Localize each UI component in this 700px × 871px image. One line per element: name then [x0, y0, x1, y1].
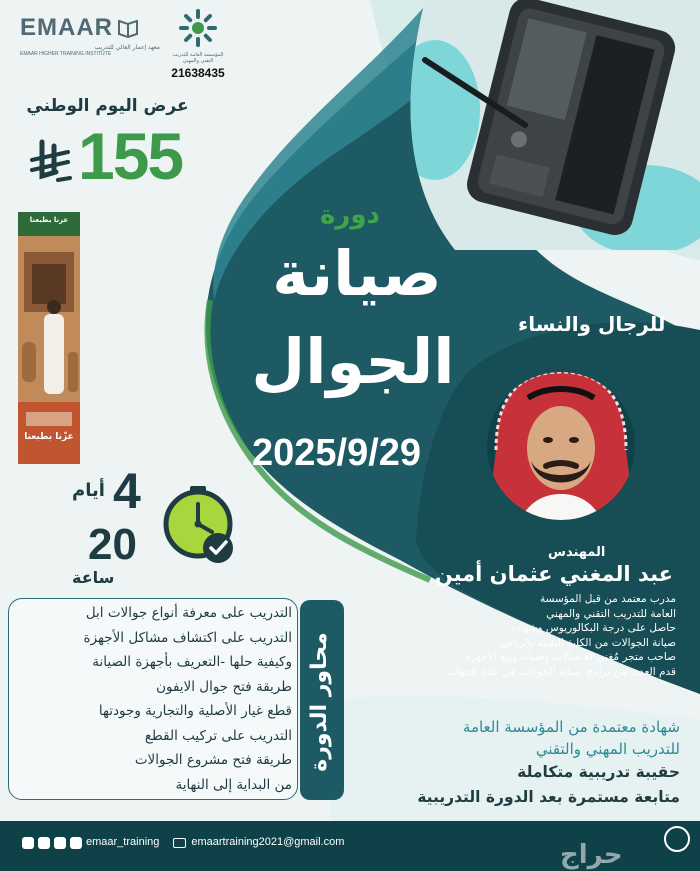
outline-list — [16, 601, 292, 797]
emaar-logo — [20, 14, 160, 64]
national-day-poster — [18, 212, 80, 464]
instagram-icon[interactable] — [22, 837, 34, 849]
book-icon — [117, 18, 139, 38]
poster-bottom-text: عزّنا بطبعنا — [24, 432, 74, 442]
tiktok-icon[interactable] — [38, 837, 50, 849]
outline-item: وكيفية حلها -التعريف بأجهزة الصيانة — [92, 654, 292, 670]
poster-top-text: عزنا بطبعنا — [29, 216, 69, 224]
course-date: 2025/9/29 — [252, 432, 422, 474]
outline-item: التدريب على اكتشاف مشاكل الأجهزة — [83, 629, 292, 646]
license-number: 21638435 — [171, 66, 225, 80]
outline-item: التدريب على معرفة أنواع جوالات ابل — [85, 605, 292, 621]
check-badge — [203, 533, 233, 563]
course-audience: للرجال والنساء — [518, 312, 666, 336]
offer-price: 155 — [78, 119, 183, 193]
course-title-line1: صيانة — [272, 237, 442, 310]
outline-item: التدريب على تركيب القطع — [144, 727, 292, 744]
mail-icon — [173, 838, 186, 848]
social-icons — [22, 837, 82, 849]
outline-item: قطع غيار الأصلية والتجارية وجودتها — [98, 703, 292, 719]
email-link[interactable]: emaartraining2021@gmail.com — [191, 836, 345, 848]
tvtc-caption: المؤسسة العامة للتدريب التقني والمهني — [172, 52, 224, 64]
duration-hours-label: ساعة — [72, 568, 115, 587]
snapchat-icon[interactable] — [54, 837, 66, 849]
telegram-icon[interactable] — [70, 837, 82, 849]
bio-line: صيانة الجوالات من الكلية التقنية بالرياض — [500, 636, 676, 649]
saudi-riyal-icon — [28, 138, 74, 188]
duration-days-label: أيام — [72, 480, 105, 501]
bio-line: مدرب معتمد من قبل المؤسسة — [539, 593, 676, 605]
brand-name: EMAAR — [20, 14, 113, 41]
poster-image — [18, 212, 80, 464]
phone-repair-photo — [395, 0, 700, 250]
course-label: دورة — [320, 200, 380, 230]
clock-icon — [160, 484, 240, 566]
outline-item: طريقة فتح مشروع الجوالات — [134, 752, 292, 768]
brand-subtitle-en: EMAAR HIGHER TRAINING INSTITUTE — [20, 51, 112, 57]
duration-hours: 20 — [88, 520, 137, 569]
bio-line: صاحب متجر مُغني للاتصالات وصيانة وبيع الأجهزة — [465, 651, 676, 663]
social-handle[interactable]: emaar_training — [86, 836, 160, 848]
trainer-photo — [486, 370, 636, 530]
outline-item: من البداية إلى النهاية — [175, 776, 292, 793]
outline-item: طريقة فتح جوال الايفون — [156, 678, 292, 695]
trainer-bio — [416, 592, 676, 679]
outline-heading: محاور الدورة — [307, 632, 332, 772]
tvtc-emblem-icon — [178, 8, 218, 48]
haraj-watermark: حراج — [560, 840, 623, 870]
course-title-line2: الجوال — [251, 325, 455, 398]
feature-item: متابعة مستمرة بعد الدورة التدريبية — [417, 788, 680, 806]
brand-subtitle-ar: معهد إعمار العالي للتدريب — [94, 44, 160, 51]
bio-line: العامة للتدريب التقني والمهني — [546, 607, 676, 620]
trainer-name: عبد المغني عثمان أمين — [434, 562, 673, 586]
tvtc-logo — [168, 8, 228, 88]
feature-item: حقيبة تدريبية متكاملة — [517, 763, 680, 781]
bio-line: حاصل على درجة البكالوريوس وشهادة — [510, 622, 676, 634]
feature-item: شهادة معتمدة من المؤسسة العامة — [462, 718, 680, 736]
feature-item: للتدريب المهني والتقني — [535, 740, 680, 758]
haraj-logo-icon — [664, 826, 690, 852]
trainer-title: المهندس — [548, 545, 606, 560]
features-list — [360, 716, 680, 810]
offer-label: عرض اليوم الوطني — [26, 96, 189, 116]
bio-line: قدم العديد من برامج صيانة الجوالات في عدة الجهات — [446, 665, 676, 678]
duration-days: 4 — [113, 463, 141, 519]
